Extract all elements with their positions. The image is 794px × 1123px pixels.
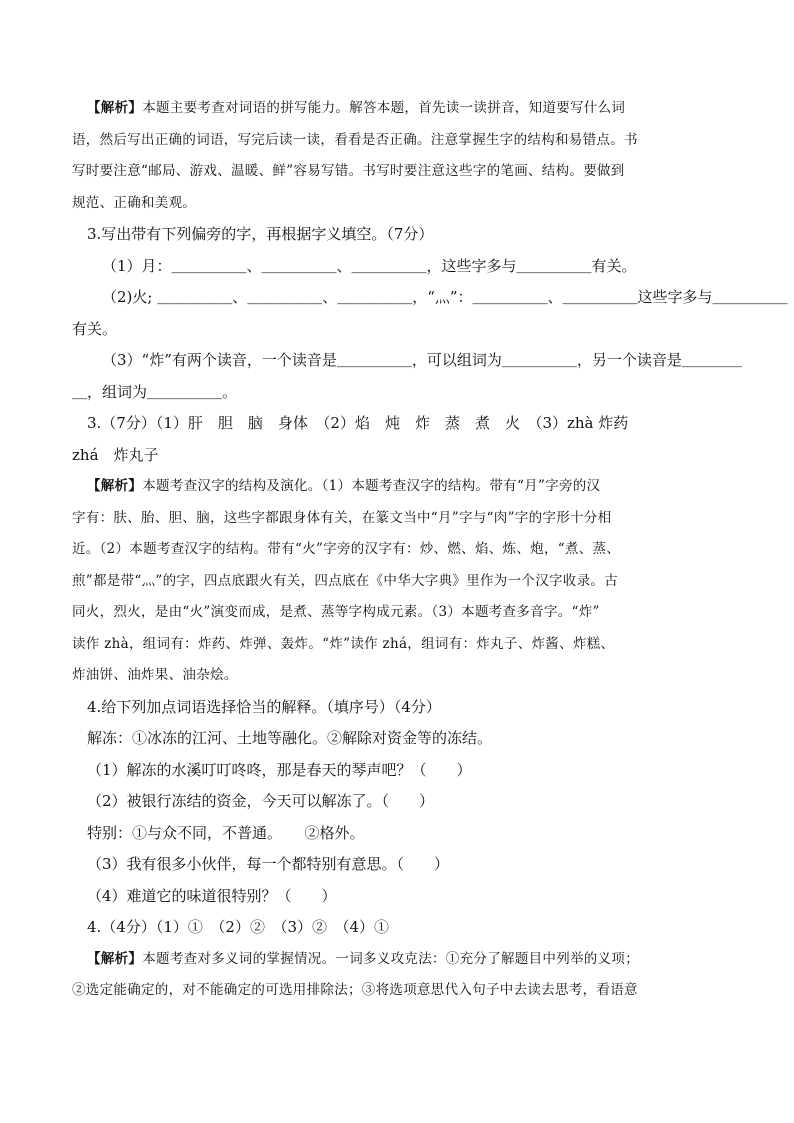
question-section <box>72 692 722 944</box>
analysis-label: 【解析】 <box>87 950 143 967</box>
question-line <box>72 345 742 377</box>
analysis-line <box>72 471 722 503</box>
line-text: （1）解冻的水溪叮叮咚咚，那是春天的琴声吧？（ ） <box>87 760 472 779</box>
line-text: 本题主要考查对词语的拼写能力。解答本题，首先读一读拼音，知道要写什么词 <box>142 100 626 116</box>
line-text: 3.（7分）（1）肝 胆 脑 身体 （2）焰 炖 炸 蒸 煮 火 （3）zhà 炸药 <box>87 414 629 432</box>
question-line <box>72 755 722 787</box>
line-text: 字有：肤、胎、胆、脑，这些字都跟身体有关，在篆文当中“月”字与“肉”字的字形十分相 <box>72 509 612 526</box>
analysis-line <box>72 975 722 1007</box>
analysis-line <box>72 944 722 976</box>
question-line <box>72 282 788 314</box>
line-text: ＿，组词为＿＿＿＿＿。 <box>72 382 238 401</box>
question-line <box>72 692 722 724</box>
question-line <box>72 881 722 913</box>
analysis-line <box>72 93 722 125</box>
analysis-line <box>72 534 722 566</box>
line-text: 规范、正确和美观。 <box>72 194 197 211</box>
question-line <box>72 912 722 944</box>
document-body <box>72 93 788 1007</box>
analysis-line <box>72 629 722 661</box>
analysis-section <box>72 93 722 219</box>
analysis-section <box>72 944 722 1007</box>
line-text: （2)火; ＿＿＿＿＿、＿＿＿＿＿、＿＿＿＿＿，“灬”：＿＿＿＿＿、＿＿＿＿＿这些字多与＿＿＿＿＿ <box>102 288 788 306</box>
line-text: 本题考查对多义词的掌握情况。一词多义攻克法：①充分了解题目中列举的义项； <box>142 950 640 967</box>
question-section <box>72 219 788 471</box>
line-text: 3.写出带有下列偏旁的字，再根据字义填空。（7分） <box>87 225 434 243</box>
analysis-line <box>72 188 722 220</box>
question-line <box>72 314 722 346</box>
analysis-label: 【解析】 <box>87 100 143 116</box>
line-text: ②选定能确定的，对不能确定的可选用排除法；③将选项意思代入句子中去读去思考，看语意 <box>72 982 638 998</box>
line-text: （4）难道它的味道很特别？（ ） <box>87 886 337 905</box>
line-text: 近。（2）本题考查汉字的结构。带有“火”字旁的汉字有：炒、燃、焰、炼、炮，“煮、蒸、 <box>72 541 621 557</box>
analysis-line <box>72 597 722 629</box>
line-text: 同火，烈火，是由“火”演变而成，是煮、蒸等字构成元素。（3）本题考查多音字。“炸” <box>72 604 600 620</box>
line-text: （3）我有很多小伙伴，每一个都特别有意思。（ ） <box>87 855 450 873</box>
question-line <box>72 440 722 472</box>
line-text: （2）被银行冻结的资金，今天可以解冻了。（ ） <box>87 792 435 810</box>
question-line <box>72 408 722 440</box>
line-text: 写时要注意“邮局、游戏、温暖、鲜”容易写错。书写时要注意这些字的笔画、结构。要做到 <box>72 163 625 179</box>
question-line <box>72 849 722 881</box>
line-text: 4.（4分）（1）① （2）② （3）② （4）① <box>87 918 390 936</box>
analysis-label: 【解析】 <box>87 478 143 494</box>
question-line <box>72 818 722 850</box>
line-text: zhá 炸丸子 <box>72 445 159 464</box>
analysis-line <box>72 660 722 692</box>
line-text: 煎”都是带“灬”的字，四点底跟火有关，四点底在《中华大字典》里作为一个汉字收录。古 <box>72 572 619 589</box>
question-line <box>72 723 722 755</box>
line-text: （3）“炸”有两个读音，一个读音是＿＿＿＿＿，可以组词为＿＿＿＿＿，另一个读音是＿＿＿＿ <box>102 351 742 369</box>
line-text: （1）月：＿＿＿＿＿、＿＿＿＿＿、＿＿＿＿＿，这些字多与＿＿＿＿＿有关。 <box>102 256 637 275</box>
question-line <box>72 251 722 283</box>
analysis-section <box>72 471 722 692</box>
line-text: 炸油饼、油炸果、油杂烩。 <box>72 667 238 683</box>
line-text: 解冻：①冰冻的江河、土地等融化。②解除对资金等的冻结。 <box>87 729 493 747</box>
question-line <box>72 786 722 818</box>
line-text: 语，然后写出正确的词语，写完后读一读，看看是否正确。注意掌握生字的结构和易错点。书 <box>72 131 638 148</box>
line-text: 4.给下列加点词语选择恰当的解释。（填序号）（4分） <box>87 697 441 716</box>
line-text: 读作 zhà，组词有：炸药、炸弹、轰炸。“炸”读作 zhá，组词有：炸丸子、炸酱、炸糕、 <box>72 635 615 652</box>
analysis-line <box>72 566 722 598</box>
analysis-line <box>72 156 722 188</box>
line-text: 有关。 <box>72 319 118 338</box>
line-text: 本题考查汉字的结构及演化。（1）本题考查汉字的结构。带有“月”字旁的汉 <box>142 478 601 494</box>
line-text: 特别：①与众不同，不普通。 ②格外。 <box>87 823 365 842</box>
analysis-line <box>72 503 722 535</box>
analysis-line <box>72 125 722 157</box>
question-line <box>72 219 722 251</box>
question-line <box>72 377 722 409</box>
